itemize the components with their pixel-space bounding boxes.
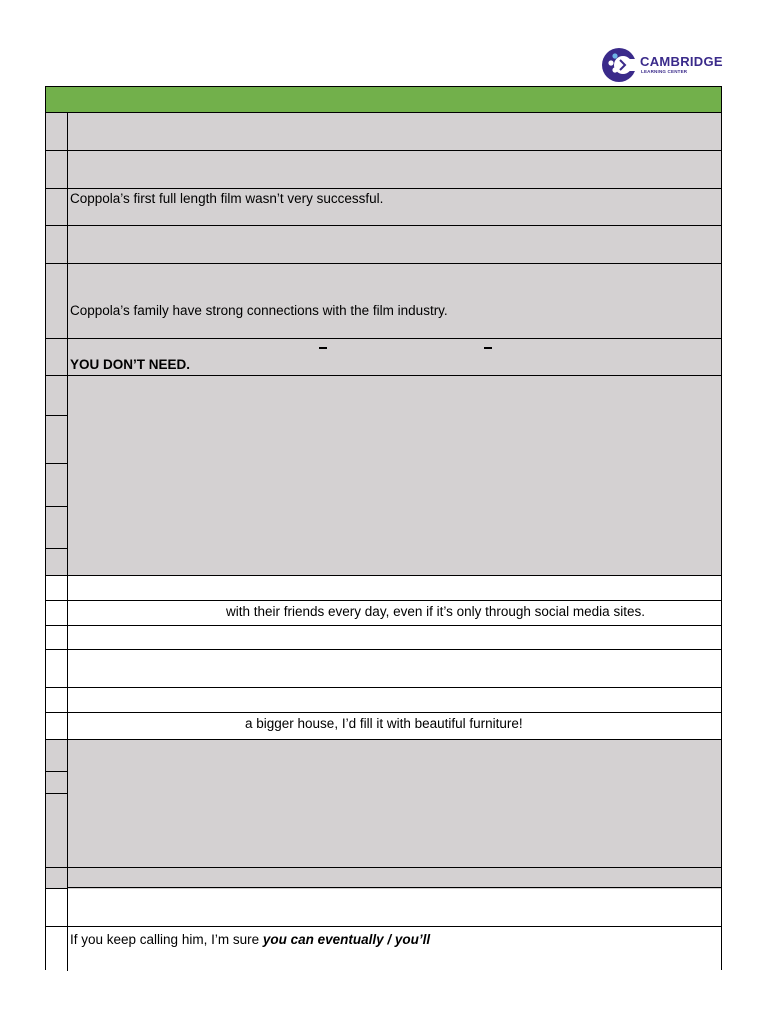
- sentence-coppola-family: Coppola’s family have strong connections with the film industry.: [70, 303, 448, 318]
- row-divider: [46, 150, 721, 151]
- number-cell-divider: [46, 506, 67, 507]
- row-divider: [46, 263, 721, 264]
- brand-subtitle: LEARNING CENTER: [641, 69, 688, 74]
- row-divider: [46, 712, 721, 713]
- row-divider: [46, 375, 721, 376]
- number-column-divider: [67, 113, 68, 971]
- row-divider: [46, 867, 721, 868]
- sentence-bigger-house: a bigger house, I’d fill it with beautiful furniture!: [245, 716, 523, 731]
- number-cell-divider: [46, 771, 67, 772]
- number-cell-divider: [46, 793, 67, 794]
- row-divider: [46, 225, 721, 226]
- white-section-2: [46, 889, 721, 971]
- sentence-keep-calling-prefix: If you keep calling him, I’m sure: [70, 932, 263, 947]
- sheet-header-bar: [46, 87, 721, 113]
- number-cell-divider: [46, 548, 67, 549]
- sentence-keep-calling: [70, 932, 430, 947]
- number-cell-divider: [46, 463, 67, 464]
- sentence-coppola-first-film: Coppola’s first full length film wasn’t very successful.: [70, 191, 384, 206]
- row-divider: [46, 188, 721, 189]
- cambridge-c-icon: [602, 45, 638, 85]
- row-divider: [46, 575, 721, 576]
- content-cell-divider: [67, 887, 721, 888]
- row-divider: [46, 926, 721, 927]
- brand-name: CAMBRIDGE: [640, 54, 723, 69]
- sentence-keep-calling-emphasis: you can eventually / you’ll: [262, 932, 431, 947]
- instruction-you-dont-need: YOU DON’T NEED.: [70, 357, 191, 372]
- row-divider: [46, 739, 721, 740]
- row-divider: [46, 338, 721, 339]
- dash-mark: [484, 347, 492, 349]
- row-divider: [46, 625, 721, 626]
- exercise-sheet: [45, 86, 722, 970]
- dash-mark: [319, 347, 327, 349]
- sentence-friends-social-media: with their friends every day, even if it’s only through social media sites.: [226, 604, 645, 619]
- number-cell-divider: [46, 415, 67, 416]
- cambridge-logo: [602, 45, 732, 85]
- number-cell-divider: [46, 888, 67, 889]
- row-divider: [46, 649, 721, 650]
- row-divider: [46, 687, 721, 688]
- grey-section-1: [46, 113, 721, 575]
- row-divider: [46, 600, 721, 601]
